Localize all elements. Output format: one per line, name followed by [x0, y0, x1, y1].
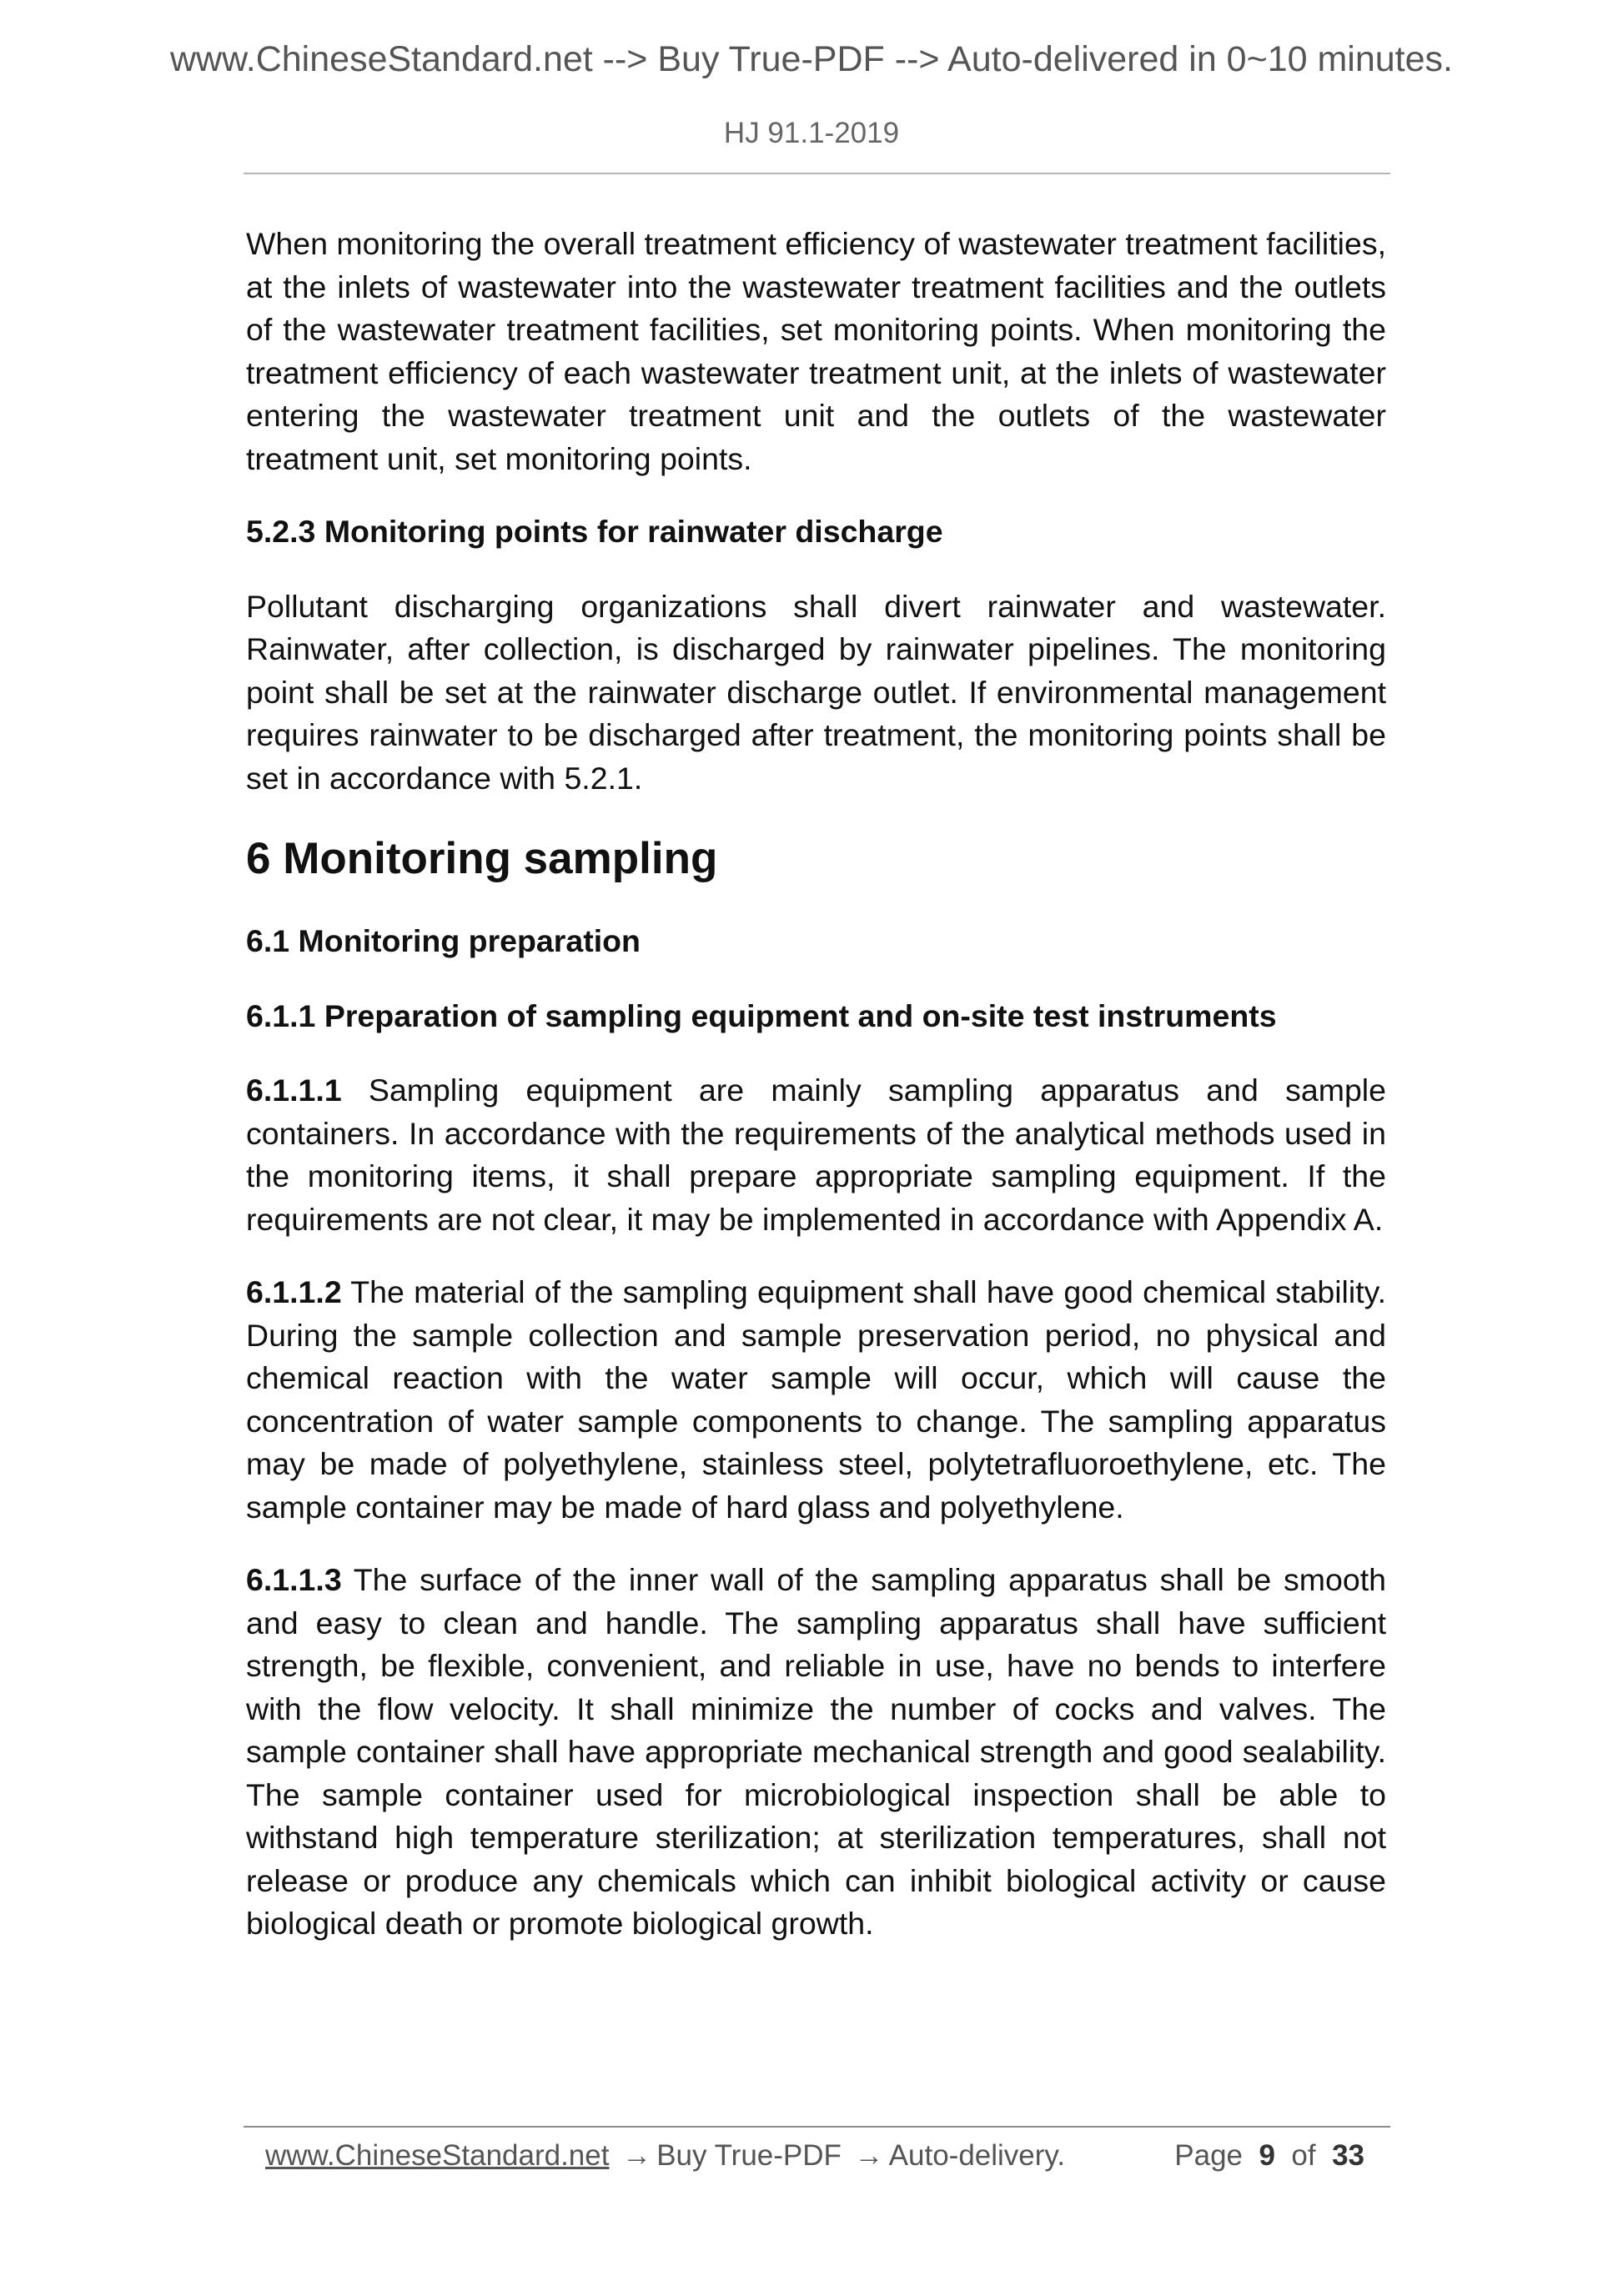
clause-number: 6.1.1.2	[246, 1274, 342, 1309]
footer-site-link[interactable]: www.ChineseStandard.net	[265, 2139, 610, 2172]
arrow-right-icon: →	[622, 2139, 652, 2172]
heading-6-1: 6.1 Monitoring preparation	[246, 923, 641, 958]
header-divider	[244, 173, 1390, 174]
clause-text: Sampling equipment are mainly sampling apparatus and sample containers. In accordance with the requirements of the analytical methods used in the monitoring items, it shall prepare appropriate sampling equipment. If the requirements are not clear, it may be implemented in accordance with Appendix A.	[246, 1073, 1386, 1237]
arrow-right-icon: →	[854, 2139, 884, 2172]
page-label: Page	[1174, 2139, 1244, 2172]
clause-number: 6.1.1.1	[246, 1073, 342, 1108]
footer-delivery-text: Auto-delivery.	[888, 2139, 1066, 2172]
paragraph-rainwater-discharge: Pollutant discharging organizations shall divert rainwater and wastewater. Rainwater, after collection, is discharged by rainwater pipelines. The monitoring point shall be set at the rainwater discharge outlet. If environmental management requires rainwater to be discharged after treatment, the monitoring points shall be set in accordance with 5.2.1.	[246, 588, 1386, 796]
heading-6: 6 Monitoring sampling	[246, 834, 718, 883]
clause-6-1-1-1	[246, 1069, 1386, 1241]
paragraph-treatment-efficiency: When monitoring the overall treatment efficiency of wastewater treatment facilities, at the inlets of wastewater into the wastewater treatment facilities and the outlets of the wastewater treatment facilities, set monitoring points. When monitoring the treatment efficiency of each wastewater treatment unit, at the inlets of wastewater entering the wastewater treatment unit and the outlets of the wastewater treatment unit, set monitoring points.	[246, 226, 1386, 476]
top-banner: www.ChineseStandard.net --> Buy True-PDF --> Auto-delivered in 0~10 minutes.	[169, 39, 1453, 79]
heading-6-1-1: 6.1.1 Preparation of sampling equipment and on-site test instruments	[246, 997, 1277, 1033]
heading-5-2-3: 5.2.3 Monitoring points for rainwater discharge	[246, 514, 943, 549]
clause-text: The material of the sampling equipment shall have good chemical stability. During the sample collection and sample preservation period, no physical and chemical reaction with the water sample will occur, which will cause the concentration of water sample components to change. The sampling apparatus may be made of polyethylene, stainless steel, polytetrafluoroethylene, etc. The sample container may be made of hard glass and polyethylene.	[246, 1274, 1386, 1525]
footer-buy-text: Buy True-PDF	[656, 2139, 842, 2172]
page-footer	[265, 2137, 1374, 2174]
clause-6-1-1-3	[246, 1559, 1386, 1946]
total-pages: 33	[1332, 2139, 1364, 2172]
footer-divider	[244, 2126, 1390, 2128]
clause-text: The surface of the inner wall of the sampling apparatus shall be smooth and easy to clean and handle. The sampling apparatus shall have sufficient strength, be flexible, convenient, and reliable in use, have no bends to interfere with the flow velocity. It shall minimize the number of cocks and valves. The sample container shall have appropriate mechanical strength and good sealability. The sample container used for microbiological inspection shall be able to withstand high temperature sterilization; at sterilization temperatures, shall not release or produce any chemicals which can inhibit biological activity or cause biological death or promote biological growth.	[246, 1562, 1386, 1941]
clause-6-1-1-2	[246, 1271, 1386, 1529]
clause-number: 6.1.1.3	[246, 1562, 342, 1597]
page-number: 9	[1259, 2139, 1275, 2172]
page-indicator	[1174, 2137, 1364, 2174]
document-code: HJ 91.1-2019	[723, 117, 900, 149]
of-label: of	[1291, 2139, 1316, 2172]
page-content	[246, 223, 1386, 1976]
